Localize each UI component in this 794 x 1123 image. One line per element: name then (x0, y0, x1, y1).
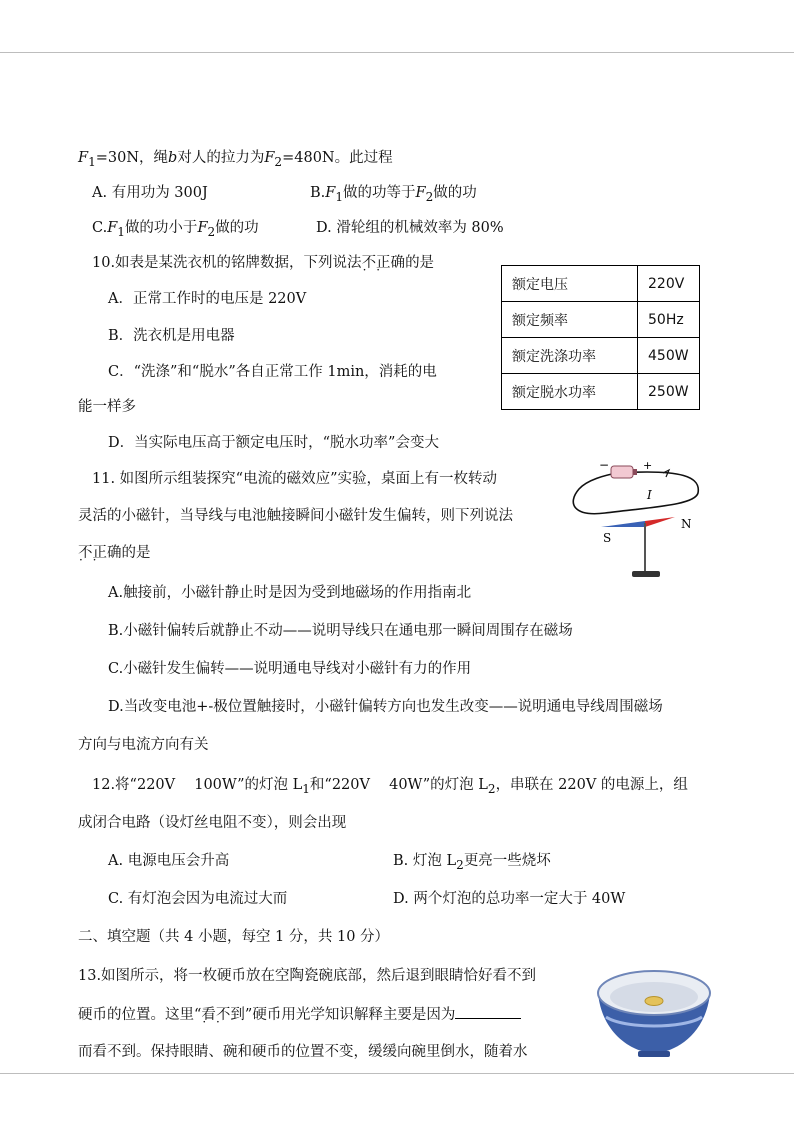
battery-minus-sign: − (599, 458, 610, 472)
q12-option-b: B. 灯泡 $L_2$更亮一些烧坏 (393, 853, 551, 872)
q10-option-d: D．当实际电压高于额定电压时，“脱水功率”会变大 (108, 435, 439, 451)
q12-stem-line1: 12.将“220V 100W”的灯泡 $L_1$和“220V 40W”的灯泡 $L_2$，串联在 220V 的电源上，组 (92, 777, 688, 796)
header-rule (0, 52, 794, 53)
q11-stem-line2: 灵活的小磁针，当导线与电池触接瞬间小磁针发生偏转，则下列说法 (78, 508, 513, 524)
q9-option-b: $B.F_1$做的功等于$F_2$做的功 (310, 185, 477, 204)
q10-option-c-line1: C．“洗涤”和“脱水”各自正常工作 1min，消耗的电 (108, 364, 437, 380)
q11-option-b: B.小磁针偏转后就静止不动——说明导线只在通电那一瞬间周围存在磁场 (108, 623, 573, 639)
washer-nameplate-table (501, 265, 700, 410)
table-row (502, 266, 700, 302)
coin (645, 997, 663, 1006)
battery-terminal (633, 469, 637, 475)
q12-option-c: C. 有灯泡会因为电流过大而 (108, 891, 288, 907)
q12-option-d: D. 两个灯泡的总功率一定大于 40W (393, 891, 626, 907)
spec-value: 220V (638, 266, 700, 302)
battery-plus-sign: + (643, 459, 653, 472)
q11-option-c: C.小磁针发生偏转——说明通电导线对小磁针有力的作用 (108, 661, 472, 677)
south-pole-label: S (603, 531, 612, 545)
q9-stem: $F_1=30N$，绳b对人的拉力为$F_2=480N$。此过程 (78, 150, 393, 169)
north-pole-label: N (681, 517, 692, 531)
spec-value: 250W (638, 374, 700, 410)
bowl-foot (638, 1051, 670, 1057)
spec-key: 额定频率 (502, 302, 638, 338)
answer-blank[interactable] (455, 1004, 521, 1019)
table-row (502, 338, 700, 374)
q10-option-c-line2: 能一样多 (78, 399, 136, 415)
spec-key: 额定脱水功率 (502, 374, 638, 410)
q13-stem-line2: 硬币的位置。这里“看不到 · ·”硬币用光学知识解释主要是因为 (78, 1004, 521, 1025)
wire-loop (573, 472, 698, 514)
q10-option-a: A．正常工作时的电压是 220V (108, 291, 307, 307)
q11-option-d-line1: D.当改变电池+-极位置触接时，小磁针偏转方向也发生改变——说明通电导线周围磁场 (108, 699, 663, 715)
q13-stem-line1: 13.如图所示，将一枚硬币放在空陶瓷碗底部，然后退到眼睛恰好看不到 (78, 968, 537, 984)
q13-stem-line3: 而看不到。保持眼睛、碗和硬币的位置不变，缓缓向碗里倒水，随着水 (78, 1044, 528, 1060)
spec-key: 额定电压 (502, 266, 638, 302)
footer-rule (0, 1073, 794, 1074)
current-arrow (663, 470, 669, 477)
spec-value: 450W (638, 338, 700, 374)
current-label: I (647, 488, 652, 502)
compass-needle-south (601, 521, 645, 527)
spec-value: 50Hz (638, 302, 700, 338)
q9-option-c: $C.F_1$做的功小于$F_2$做的功 (92, 220, 259, 239)
spec-key: 额定洗涤功率 (502, 338, 638, 374)
q10-stem: 10.如表是某洗衣机的铭牌数据，下列说法不正确 · ·的是 (92, 253, 434, 273)
q11-option-a: A.触接前，小磁针静止时是因为受到地磁场的作用指南北 (108, 585, 472, 601)
q11-option-d-line2: 方向与电流方向有关 (78, 737, 209, 753)
q11-stem-line1: 11. 如图所示组装探究“电流的磁效应”实验，桌面上有一枚转动 (92, 471, 497, 487)
table-row (502, 302, 700, 338)
table-row (502, 374, 700, 410)
compass-needle-north (645, 517, 675, 527)
q12-stem-line2: 成闭合电路（设灯丝电阻不变），则会出现 (78, 815, 347, 831)
q9-option-d: D. 滑轮组的机械效率为 80% (316, 220, 504, 236)
section-title-fill-in: 二、填空题（共 4 小题，每空 1 分，共 10 分） (78, 929, 390, 945)
compass-base (632, 571, 660, 577)
q9-option-a: A. 有用功为 300J (92, 185, 208, 201)
battery (611, 466, 633, 478)
oersted-experiment-figure (563, 455, 713, 585)
bowl-with-coin-figure (594, 965, 714, 1060)
q12-option-a: A. 电源电压会升高 (108, 853, 230, 869)
q10-option-b: B．洗衣机是用电器 (108, 328, 235, 344)
q11-stem-line3: 不正确 · ·的是 (78, 543, 151, 563)
